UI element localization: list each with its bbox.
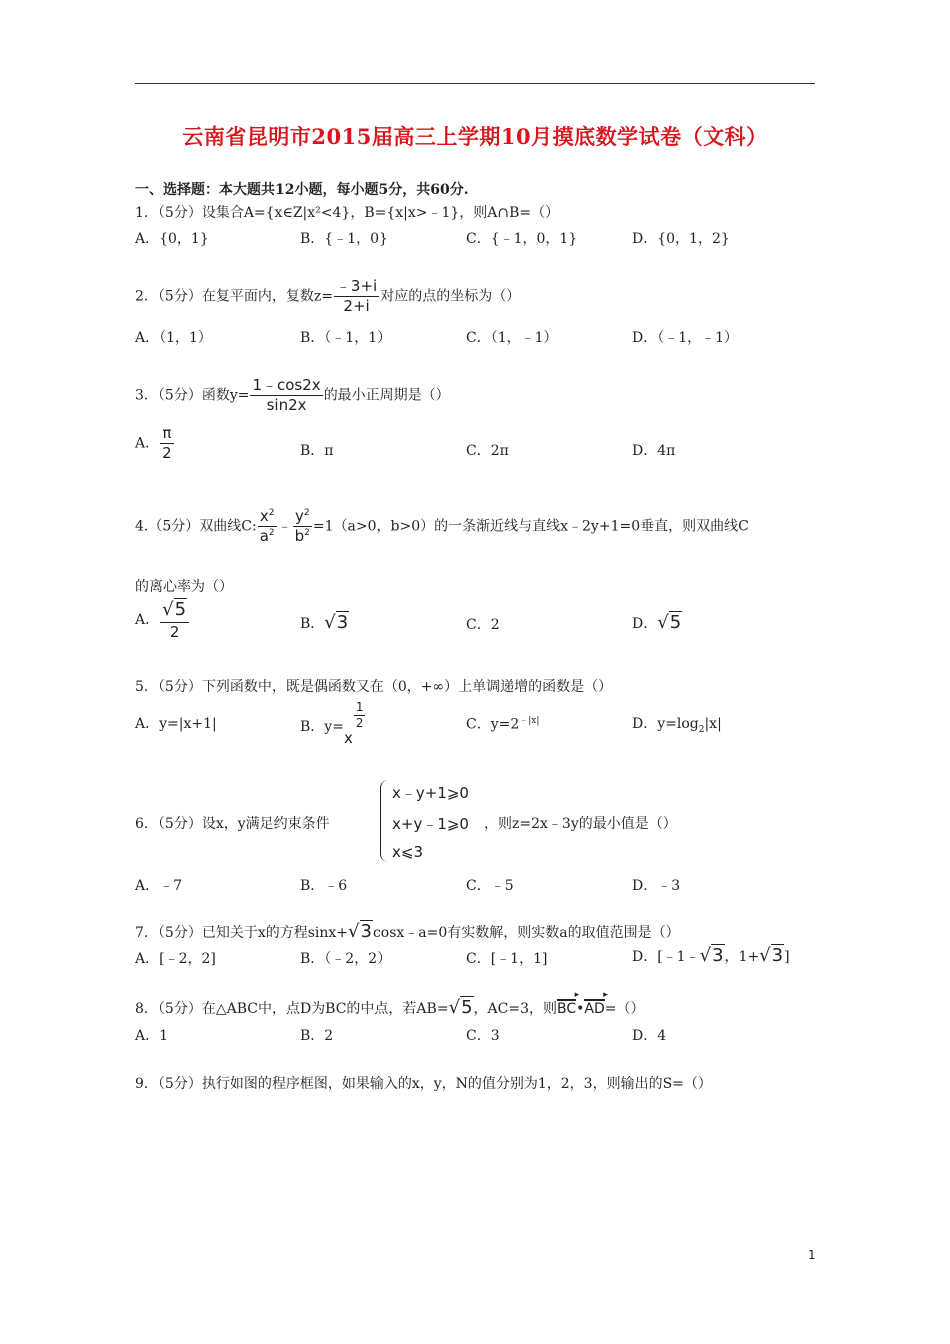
q3-option-a-denominator: 2 bbox=[162, 443, 172, 462]
q4-y: y bbox=[294, 507, 304, 525]
q3-option-a-numerator: π bbox=[162, 424, 172, 442]
q6-option-c: C．﹣5 bbox=[466, 878, 514, 894]
page-title: 云南省昆明市2015届高三上学期10月摸底数学试卷（文科） bbox=[182, 124, 768, 149]
q6-option-a: A．﹣7 bbox=[135, 878, 183, 894]
q6-system-brace bbox=[380, 780, 389, 862]
q4-option-b: B．√3 bbox=[300, 612, 349, 633]
question-6-text-post: ，则z=2x﹣3y的最小值是（） bbox=[484, 816, 677, 832]
q3-option-a bbox=[135, 424, 175, 463]
q4-option-d-label: D． bbox=[632, 616, 658, 632]
q8-radicand: 5 bbox=[461, 997, 473, 1018]
q2-option-d: D．（﹣1，﹣1） bbox=[632, 330, 739, 346]
q5-option-b-exponent bbox=[354, 700, 366, 731]
page-number: 1 bbox=[808, 1248, 816, 1262]
question-3-stem bbox=[135, 376, 450, 415]
header-rule bbox=[135, 83, 815, 84]
q5-option-c bbox=[466, 713, 539, 734]
q4-option-d: D．√5 bbox=[632, 612, 682, 633]
question-6-text-pre: 6．（5分）设x，y满足约束条件 bbox=[135, 816, 330, 832]
q4-b: b bbox=[294, 526, 305, 545]
q2-numerator: ﹣3+i bbox=[335, 277, 378, 295]
q6-constraint-2: x+y﹣1⩾0 bbox=[392, 815, 469, 833]
q7-option-d: D．[﹣1﹣√3，1+√3] bbox=[632, 945, 790, 966]
question-1-stem: 1．（5分）设集合A={x∈Z|x²<4}，B={x|x>﹣1}，则A∩B=（） bbox=[135, 205, 560, 221]
q5-option-d-subscript: 2 bbox=[698, 724, 705, 735]
question-2-stem bbox=[135, 277, 520, 316]
q1-option-c: C．{﹣1，0，1} bbox=[466, 231, 578, 247]
q2-denominator: 2+i bbox=[343, 296, 370, 315]
q1-option-a: A．{0，1} bbox=[135, 231, 209, 247]
q4-option-a-denominator: 2 bbox=[169, 622, 180, 641]
q4-stem-line2: 的离心率为（） bbox=[135, 579, 233, 595]
q4-option-c: C．2 bbox=[466, 617, 500, 633]
q7-text-pre: 7．（5分）已知关于x的方程sinx+ bbox=[135, 925, 349, 941]
q5-option-b-exp-den: 2 bbox=[355, 716, 364, 730]
q5-option-a: A．y=|x+1| bbox=[135, 716, 217, 732]
q3-fraction bbox=[250, 376, 322, 415]
q4-b-exp: 2 bbox=[304, 527, 310, 538]
q7-option-d-mid: ，1+ bbox=[724, 949, 760, 965]
q4-x-exp: 2 bbox=[268, 508, 275, 518]
q5-option-b-label: B．y= bbox=[300, 719, 344, 735]
q3-option-d: D．4π bbox=[632, 443, 676, 459]
q7-option-a: A．[﹣2，2] bbox=[135, 951, 216, 967]
q5-option-c-exponent: ﹣|x| bbox=[519, 716, 540, 726]
q4-y-exp: 2 bbox=[303, 508, 310, 518]
q2-fraction bbox=[334, 277, 379, 316]
q4-option-a-label: A． bbox=[135, 612, 160, 629]
q5-option-d-label: D．y=log bbox=[632, 716, 699, 732]
q8-text-mid: ，AC=3，则 bbox=[473, 1001, 557, 1017]
q3-numerator: 1﹣cos2x bbox=[252, 376, 321, 394]
q2-option-a: A．（1，1） bbox=[135, 330, 212, 346]
q4-a: a bbox=[259, 526, 269, 545]
section-heading: 一、选择题：本大题共12小题，每小题5分，共60分. bbox=[135, 182, 469, 198]
q8-text-pre: 8．（5分）在△ABC中，点D为BC的中点，若AB= bbox=[135, 1001, 449, 1017]
question-9-stem: 9．（5分）执行如图的程序框图，如果输入的x，y，N的值分别为1，2，3，则输出的S=（） bbox=[135, 1076, 712, 1092]
q4-option-d-radicand: 5 bbox=[669, 612, 682, 633]
q8-option-b: B．2 bbox=[300, 1028, 334, 1044]
question-8-stem: 8．（5分）在△ABC中，点D为BC的中点，若AB=√5，AC=3，则BC ▸•AD ▸=（） bbox=[135, 997, 644, 1018]
q5-option-b-exp-num: 1 bbox=[355, 700, 364, 714]
q1-option-b: B．{﹣1，0} bbox=[300, 231, 388, 247]
question-4-stem bbox=[135, 507, 749, 546]
q2-option-c: C．（1，﹣1） bbox=[466, 330, 558, 346]
q4-option-b-radicand: 3 bbox=[336, 612, 349, 633]
q4-fraction-y bbox=[293, 507, 312, 546]
q7-option-d-radicand-1: 3 bbox=[712, 945, 724, 966]
q3-option-c: C．2π bbox=[466, 443, 509, 459]
q3-denominator: sin2x bbox=[266, 395, 307, 414]
q4-minus: ﹣ bbox=[277, 518, 292, 535]
q8-vector-ad: AD ▸ bbox=[584, 1001, 604, 1017]
q8-option-c: C．3 bbox=[466, 1028, 500, 1044]
q7-option-d-radicand-2: 3 bbox=[771, 945, 784, 966]
q4-option-a-fraction: $\frac{√5}{2}$ bbox=[160, 599, 189, 641]
q4-text-post: =1（a>0，b>0）的一条渐近线与直线x﹣2y+1=0垂直，则双曲线C bbox=[312, 518, 749, 535]
q3-text-pre: 3．（5分）函数y= bbox=[135, 387, 250, 404]
q4-option-b-label: B． bbox=[300, 616, 325, 632]
q7-option-d-post: ] bbox=[784, 949, 790, 965]
q5-option-b-base: x bbox=[343, 729, 353, 747]
q8-vector-bc: BC ▸ bbox=[557, 1001, 576, 1017]
q4-fraction-x bbox=[258, 507, 277, 546]
q3-option-a-label: A． bbox=[135, 435, 160, 452]
q7-option-d-pre: D．[﹣1﹣ bbox=[632, 949, 700, 965]
q2-text-pre: 2．（5分）在复平面内，复数z= bbox=[135, 288, 333, 305]
question-7-stem: 7．（5分）已知关于x的方程sinx+√3cosx﹣a=0有实数解，则实数a的取值范围是（） bbox=[135, 921, 680, 942]
q7-text-post: cosx﹣a=0有实数解，则实数a的取值范围是（） bbox=[372, 925, 680, 941]
q5-option-b bbox=[300, 700, 366, 747]
q7-option-b: B．（﹣2，2） bbox=[300, 951, 392, 967]
q2-text-post: 对应的点的坐标为（） bbox=[380, 288, 521, 305]
q7-option-c: C．[﹣1，1] bbox=[466, 951, 548, 967]
q8-dot: • bbox=[576, 1001, 585, 1017]
q4-option-a bbox=[135, 599, 190, 641]
q6-constraint-3: x⩽3 bbox=[392, 843, 423, 861]
question-5-stem: 5．（5分）下列函数中，既是偶函数又在（0，+∞）上单调递增的函数是（） bbox=[135, 679, 613, 695]
q1-option-d: D．{0，1，2} bbox=[632, 231, 730, 247]
q8-option-d: D．4 bbox=[632, 1028, 667, 1044]
q4-x: x bbox=[259, 507, 269, 525]
q3-option-a-fraction bbox=[160, 424, 174, 463]
q2-option-b: B．（﹣1，1） bbox=[300, 330, 392, 346]
q4-text-pre: 4.（5分）双曲线C: bbox=[135, 518, 257, 535]
q6-constraint-1: x﹣y+1⩾0 bbox=[392, 784, 469, 802]
q8-option-a: A．1 bbox=[135, 1028, 169, 1044]
q4-a-exp: 2 bbox=[268, 527, 275, 538]
q7-radicand: 3 bbox=[360, 921, 372, 942]
q5-option-d bbox=[632, 713, 722, 735]
q5-option-d-rest: |x| bbox=[704, 716, 722, 732]
q5-option-c-label: C．y=2 bbox=[466, 716, 520, 733]
q8-text-post: =（） bbox=[604, 1001, 645, 1017]
q4-option-a-radicand: 5 bbox=[174, 599, 187, 620]
q3-text-post: 的最小正周期是（） bbox=[323, 387, 450, 404]
q3-option-b: B．π bbox=[300, 443, 334, 459]
q6-option-b: B．﹣6 bbox=[300, 878, 348, 894]
q6-option-d: D．﹣3 bbox=[632, 878, 681, 894]
